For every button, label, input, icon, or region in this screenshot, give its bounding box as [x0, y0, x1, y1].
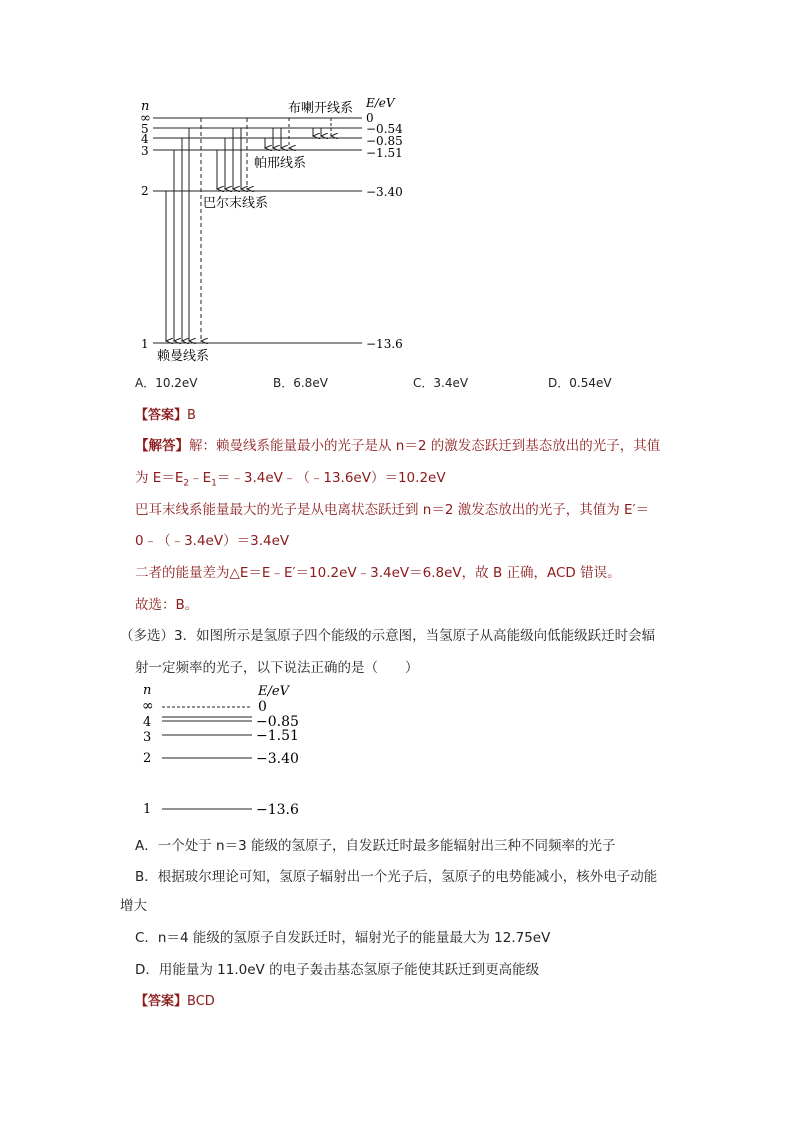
energy-level-diagram-2: [0, 680, 794, 820]
q3-option-b-cont: 增大: [120, 898, 147, 914]
e-label-1: −13.6: [366, 337, 403, 351]
q2-solution-line-3: 巴耳末线系能量最大的光子是从电离状态跃迁到 n＝2 激发态放出的光子，其值为 E′＝: [135, 502, 650, 518]
q3-answer-value: BCD: [187, 994, 215, 1009]
q2-option-a: A．10.2eV: [135, 376, 198, 390]
n-label-1: 1: [143, 802, 152, 817]
lyman-arrows: [166, 118, 201, 341]
q3-stem-line-2: 射一定频率的光子，以下说法正确的是（ ）: [135, 660, 419, 676]
balmer-arrows: [217, 118, 247, 189]
q3-answer-tag: 【答案】: [135, 994, 188, 1009]
paschen-arrows: [265, 118, 289, 148]
solution-text: 解：赖曼线系能量最小的光子是从 n＝2 的激发态跃迁到基态放出的光子，其值: [189, 438, 661, 454]
series-label-lyman: 赖曼线系: [157, 349, 210, 364]
subscript: 2: [183, 478, 190, 489]
n-label-inf: ∞: [142, 698, 154, 714]
e-label-3: −1.51: [256, 728, 299, 744]
q2-option-d: D．0.54eV: [548, 376, 612, 390]
n-label-5: 5: [141, 122, 149, 136]
q2-solution-tag: 【解答】: [135, 438, 189, 454]
subscript: 1: [211, 478, 217, 489]
n-label-3: 3: [143, 730, 152, 745]
solution-text: 为 E＝E: [135, 470, 184, 486]
q2-answer-tag: 【答案】: [135, 408, 188, 423]
n-label-4: 4: [143, 715, 152, 730]
q3-option-b: B．根据玻尔理论可知，氢原子辐射出一个光子后，氢原子的电势能减小，核外电子动能: [135, 869, 658, 885]
e-label-3: −1.51: [366, 146, 403, 160]
n-label-2: 2: [143, 751, 152, 766]
q2-solution-line-2: [135, 466, 446, 489]
series-label-brackett: 布喇开线系: [288, 101, 354, 116]
e-label-4: −0.85: [366, 134, 403, 148]
e-label-4: −0.85: [256, 714, 299, 730]
e-axis-label: E/eV: [258, 684, 289, 699]
n-label-2: 2: [141, 184, 149, 198]
n-label-1: 1: [141, 337, 149, 351]
q3-answer: [135, 990, 215, 1009]
energy-level-diagram-1: [0, 0, 794, 380]
n-axis-label: n: [143, 683, 152, 698]
q2-solution-line-4: 0﹣（﹣3.4eV）＝3.4eV: [135, 533, 290, 549]
q2-option-b: B．6.8eV: [273, 376, 328, 390]
q3-option-a: A．一个处于 n＝3 能级的氢原子，自发跃迁时最多能辐射出三种不同频率的光子: [135, 838, 616, 854]
e-label-2: −3.40: [256, 751, 299, 767]
e-label-inf: 0: [258, 699, 267, 715]
solution-text: ﹣E: [189, 470, 212, 486]
n-label-4: 4: [141, 132, 149, 146]
q2-answer-value: B: [187, 408, 196, 423]
q2-answer: [135, 404, 196, 423]
n-label-inf: ∞: [140, 111, 151, 126]
q2-solution-line-1: [135, 434, 660, 454]
series-label-paschen: 帕邢线系: [254, 156, 307, 171]
solution-text: ＝﹣3.4eV﹣（﹣13.6eV）＝10.2eV: [216, 470, 446, 486]
series-label-balmer: 巴尔末线系: [203, 196, 269, 211]
e-axis-label: E/eV: [366, 96, 395, 110]
e-label-2: −3.40: [366, 185, 403, 199]
e-label-5: −0.54: [366, 122, 403, 136]
q3-option-c: C．n＝4 能级的氢原子自发跃迁时，辐射光子的能量最大为 12.75eV: [135, 930, 551, 946]
brackett-arrows: [313, 118, 331, 136]
q2-solution-line-5: 二者的能量差为△E＝E﹣E′＝10.2eV﹣3.4eV＝6.8eV，故 B 正确，ACD 错误。: [135, 565, 621, 581]
n-label-3: 3: [141, 144, 149, 158]
q2-solution-line-6: 故选：B。: [135, 597, 199, 613]
n-axis-label: n: [141, 99, 150, 114]
q2-option-c: C．3.4eV: [413, 376, 469, 390]
q3-option-d: D．用能量为 11.0eV 的电子轰击基态氢原子能使其跃迁到更高能级: [135, 962, 540, 978]
e-label-1: −13.6: [256, 802, 299, 818]
e-label-inf: 0: [366, 111, 374, 125]
q3-stem-line-1: （多选）3．如图所示是氢原子四个能级的示意图，当氢原子从高能级向低能级跃迁时会辐: [120, 628, 656, 644]
